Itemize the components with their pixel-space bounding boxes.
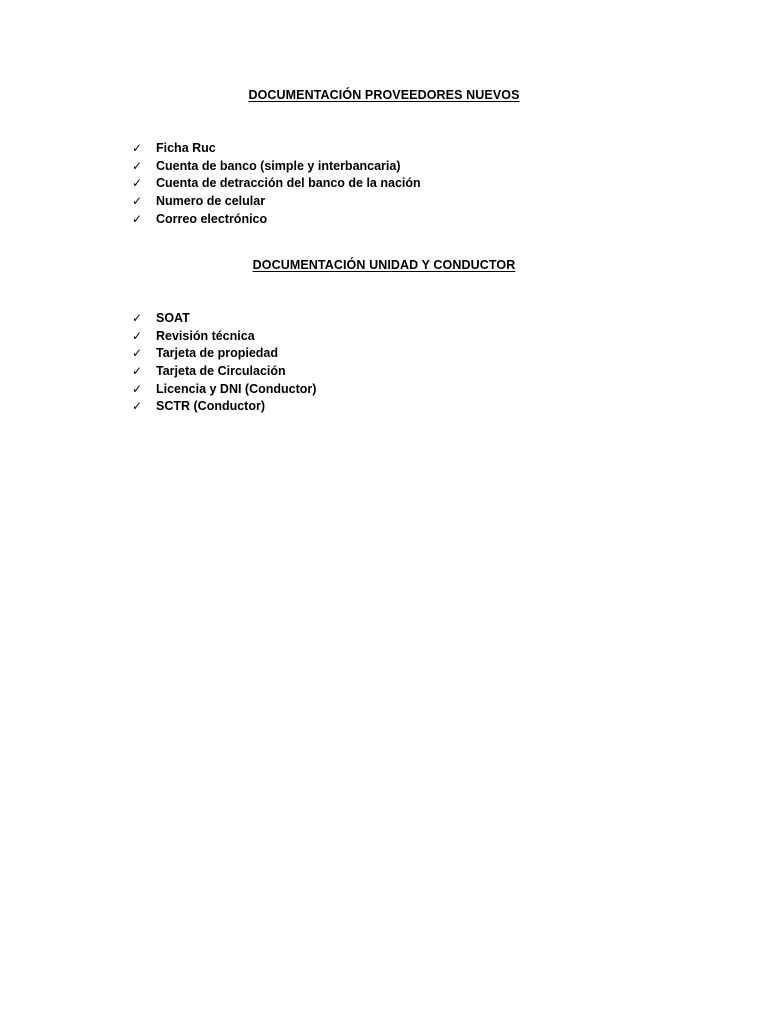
list-item	[132, 140, 421, 158]
list-item	[132, 211, 421, 229]
list-item-label: SCTR (Conductor)	[156, 399, 266, 414]
list-item-label: Cuenta de banco (simple y interbancaria)	[156, 158, 401, 173]
list-item-label: SOAT	[156, 311, 190, 325]
checkmark-icon: ✓	[132, 364, 143, 379]
list-item-label: Tarjeta de Circulación	[156, 364, 286, 379]
list-item	[132, 310, 316, 328]
list-item-label: Licencia y DNI (Conductor)	[156, 381, 317, 396]
list-item	[132, 345, 316, 363]
list-item	[132, 381, 316, 399]
checkmark-icon: ✓	[132, 158, 143, 173]
checkmark-icon: ✓	[132, 381, 143, 396]
list-item	[132, 175, 421, 193]
list-item	[132, 363, 316, 381]
checkmark-icon: ✓	[132, 211, 143, 226]
checklist-unidad-conductor	[132, 310, 316, 416]
checkmark-icon: ✓	[132, 311, 143, 325]
list-item-label: Tarjeta de propiedad	[156, 346, 279, 361]
list-item	[132, 158, 421, 176]
checklist-proveedores	[132, 140, 421, 228]
list-item-label: Revisión técnica	[156, 328, 255, 343]
checkmark-icon: ✓	[132, 141, 143, 155]
list-item	[132, 398, 316, 416]
checkmark-icon: ✓	[132, 176, 143, 191]
checkmark-icon: ✓	[132, 399, 143, 414]
list-item	[132, 193, 421, 211]
checkmark-icon: ✓	[132, 194, 143, 209]
section-heading-proveedores: DOCUMENTACIÓN PROVEEDORES NUEVOS	[248, 88, 520, 102]
list-item	[132, 328, 316, 346]
checkmark-icon: ✓	[132, 346, 143, 361]
list-item-label: Ficha Ruc	[156, 141, 216, 155]
list-item-label: Correo electrónico	[156, 211, 268, 226]
list-item-label: Numero de celular	[156, 194, 266, 209]
checkmark-icon: ✓	[132, 328, 143, 343]
section-heading-unidad-conductor: DOCUMENTACIÓN UNIDAD Y CONDUCTOR	[252, 258, 516, 272]
list-item-label: Cuenta de detracción del banco de la nación	[156, 176, 421, 191]
